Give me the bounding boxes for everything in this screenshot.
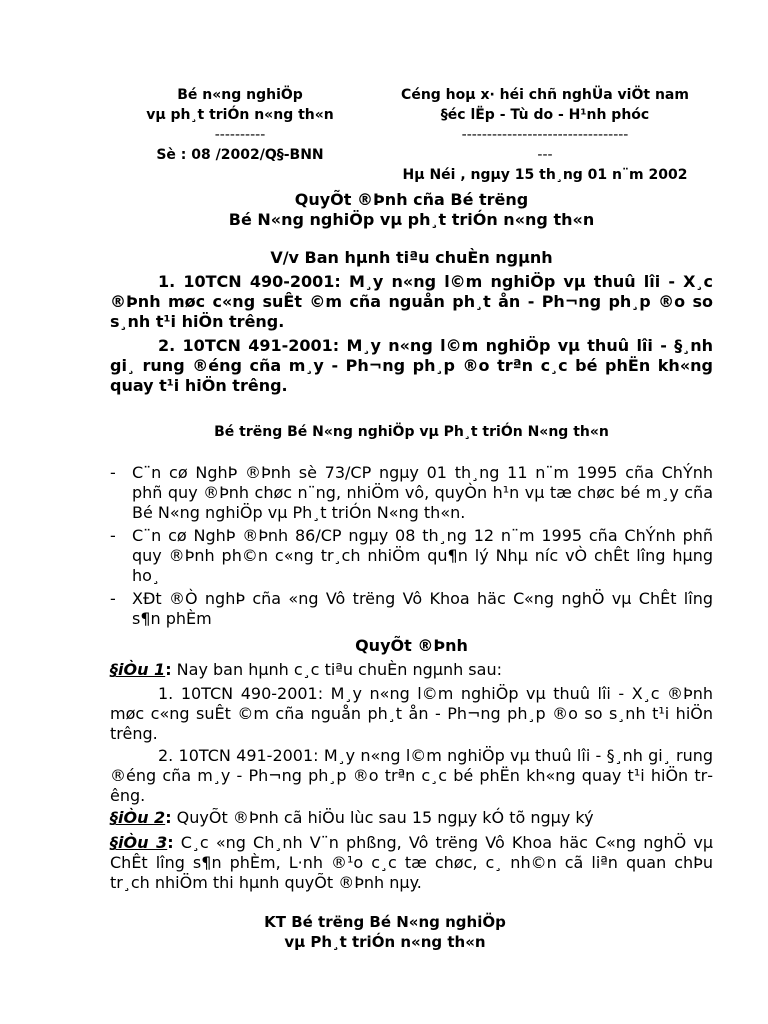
title-item-1: 1. 10TCN 490-2001: M¸y n«ng l©m nghiÖp vµ thuû lîi - X¸c ®Þnh møc c«ng suÊt ©m cña nguån ph¸t ån - Ph¬ng ph¸p ®o so s¸nh t¹i hiÖn trêng. <box>110 272 713 331</box>
title-line-1: QuyÕt ®Þnh cña Bé trëng <box>294 190 529 209</box>
article-1-item-2: 2. 10TCN 491-2001: M¸y n«ng l©m nghiÖp vµ thuû lîi - §¸nh gi¸ rung ®éng cña m¸y - Ph¬ng ph¸p ®o trªn c¸c bé phËn kh«ng quay t¹i hiÖn trêng. <box>110 746 713 805</box>
bullet-text: C¨n cø NghÞ ®Þnh sè 73/CP ngµy 01 th¸ng 11 n¨m 1995 cña ChÝnh phñ quy ®Þnh chøc n¨ng, nhiÖm vô, quyÒn h¹n vµ tæ chøc bé m¸y cña Bé N«ng nghiÖp vµ Ph¸t triÓn N«ng th«n. <box>132 463 713 522</box>
signature-line-1: KT Bé trëng Bé N«ng nghiÖp <box>264 913 506 931</box>
org-line-2: vµ ph¸t triÓn n«ng th«n <box>146 107 334 123</box>
minister-heading: Bé trëng Bé N«ng nghiÖp vµ Ph¸t triÓn N«ng th«n <box>214 424 609 440</box>
national-motto: §éc lËp - Tù do - H¹nh phóc <box>440 107 650 123</box>
article-2: §iÒu 2: QuyÕt ®Þnh cã hiÖu lùc sau 15 ngµy kÓ tõ ngµy ký <box>110 808 594 827</box>
motto-dashes-2: --- <box>537 147 553 163</box>
article-3-text: C¸c «ng Ch¸nh V¨n phßng, Vô trëng Vô Khoa häc C«ng nghÖ vµ ChÊt lîng s¶n phÈm, L·nh ®¹o c¸c tæ chøc, c¸ nh©n cã liªn quan chÞu tr¸ch nhiÖm thi hµnh quyÕt ®Þnh nµy. <box>110 833 713 892</box>
signature-block <box>200 912 570 952</box>
national-title: Céng hoµ x· héi chñ nghÜa viÖt nam <box>401 87 689 103</box>
bullet-item <box>110 589 713 629</box>
signature-line-2: vµ Ph¸t triÓn n«ng th«n <box>284 933 486 951</box>
article-1-label: §iÒu 1 <box>110 660 166 679</box>
org-line-1: Bé n«ng nghiÖp <box>177 87 303 103</box>
title-item-2: 2. 10TCN 491-2001: M¸y n«ng l©m nghiÖp vµ thuû lîi - §¸nh gi¸ rung ®éng cña m¸y - Ph¬ng ph¸p ®o trªn c¸c bé phËn kh«ng quay t¹i hiÖn trêng. <box>110 336 713 395</box>
article-3-label: §iÒu 3 <box>110 833 168 852</box>
bullet-text: C¨n cø NghÞ ®Þnh 86/CP ngµy 08 th¸ng 12 n¨m 1995 cña ChÝnh phñ quy ®Þnh ph©n c«ng tr¸ch nhiÖm qu¶n lý Nhµ níc vÒ chÊt lîng hµng ho¸ <box>132 526 713 585</box>
bullet-item <box>110 463 713 523</box>
org-dashes: ---------- <box>214 127 266 143</box>
header-left <box>115 85 365 165</box>
motto-dashes: --------------------------------- <box>461 127 629 143</box>
header-right <box>375 85 715 185</box>
article-1-text: Nay ban hµnh c¸c tiªu chuÈn ngµnh sau: <box>171 660 502 679</box>
document-title <box>110 190 713 230</box>
bullet-item <box>110 526 713 586</box>
article-1: §iÒu 1: Nay ban hµnh c¸c tiªu chuÈn ngµnh sau: <box>110 660 502 679</box>
bullet-dash: - <box>110 463 116 482</box>
article-1-item-1: 1. 10TCN 490-2001: M¸y n«ng l©m nghiÖp vµ thuû lîi - X¸c ®Þnh møc c«ng suÊt ©m cña nguån ph¸t ån - Ph¬ng ph¸p ®o so s¸nh t¹i hiÖn trêng. <box>110 684 713 743</box>
document-number: Sè : 08 /2002/Q§-BNN <box>156 147 324 163</box>
document-date: Hµ Néi , ngµy 15 th¸ng 01 n¨m 2002 <box>402 167 688 183</box>
title-line-2: Bé N«ng nghiÖp vµ ph¸t triÓn n«ng th«n <box>228 210 595 229</box>
subject-line: V/v Ban hµnh tiªu chuÈn ngµnh <box>270 248 553 267</box>
bullet-text: XÐt ®Ò nghÞ cña «ng Vô trëng Vô Khoa häc C«ng nghÖ vµ ChÊt lîng s¶n phÈm <box>132 589 713 628</box>
article-2-text: QuyÕt ®Þnh cã hiÖu lùc sau 15 ngµy kÓ tõ ngµy ký <box>171 808 594 827</box>
bullet-dash: - <box>110 589 116 608</box>
decision-heading: QuyÕt ®Þnh <box>355 636 468 655</box>
bullet-dash: - <box>110 526 116 545</box>
article-2-label: §iÒu 2 <box>110 808 166 827</box>
article-3: §iÒu 3: C¸c «ng Ch¸nh V¨n phßng, Vô trëng Vô Khoa häc C«ng nghÖ vµ ChÊt lîng s¶n phÈm, L·nh ®¹o c¸c tæ chøc, c¸ nh©n cã liªn quan chÞu tr¸ch nhiÖm thi hµnh quyÕt ®Þnh nµy. <box>110 833 713 892</box>
